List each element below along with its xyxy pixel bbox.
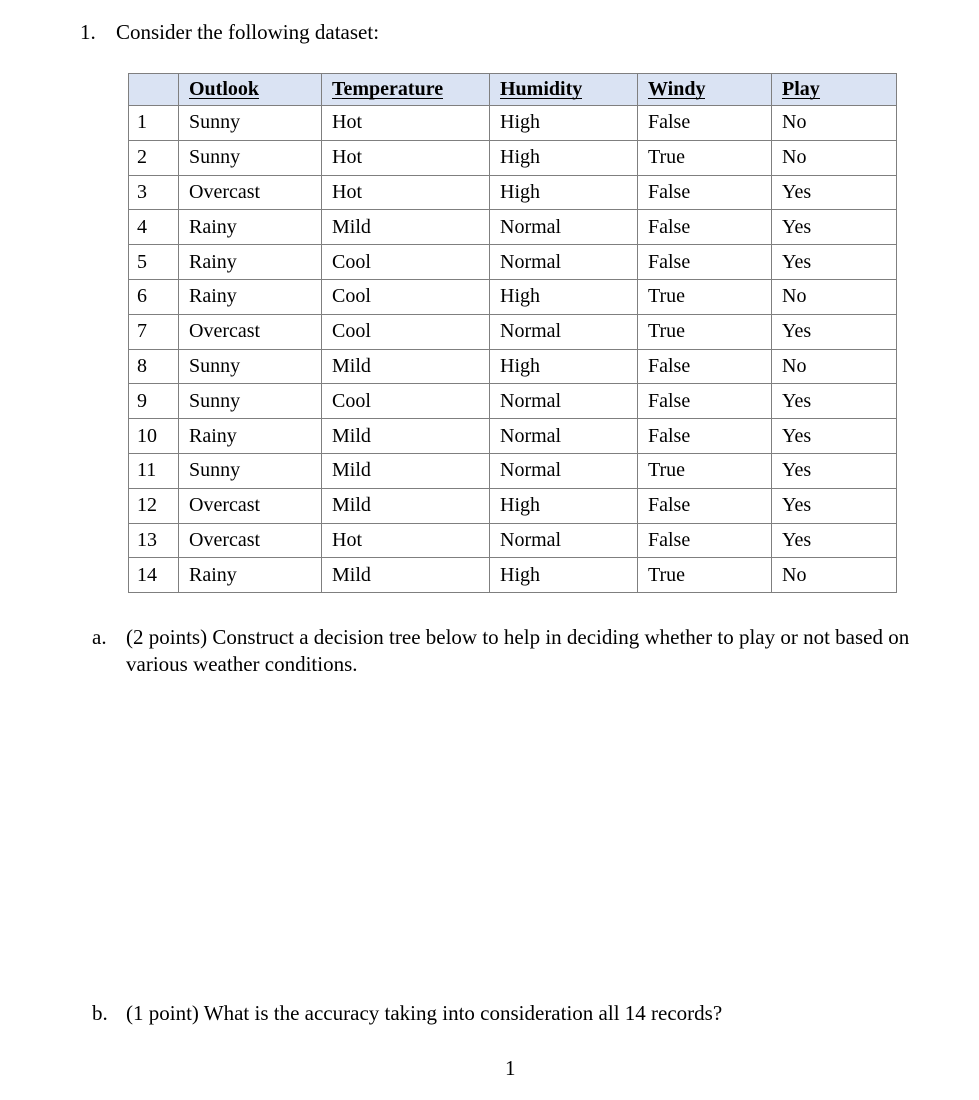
table-cell: Sunny (179, 453, 322, 488)
table-row (129, 384, 897, 419)
table-cell: Yes (772, 523, 897, 558)
row-index: 9 (129, 384, 179, 419)
table-row (129, 140, 897, 175)
table-cell: False (638, 245, 772, 280)
table-cell: Sunny (179, 349, 322, 384)
table-cell: False (638, 419, 772, 454)
row-index: 12 (129, 488, 179, 523)
row-index: 1 (129, 106, 179, 141)
header-index (129, 74, 179, 106)
table-cell: Yes (772, 210, 897, 245)
table-cell: False (638, 523, 772, 558)
table-cell: Cool (322, 279, 490, 314)
row-index: 13 (129, 523, 179, 558)
header-play: Play (772, 74, 897, 106)
table-cell: Mild (322, 488, 490, 523)
table-cell: Rainy (179, 245, 322, 280)
table-cell: Normal (490, 523, 638, 558)
table-cell: True (638, 453, 772, 488)
row-index: 4 (129, 210, 179, 245)
table-row (129, 106, 897, 141)
table-cell: Normal (490, 314, 638, 349)
table-cell: False (638, 175, 772, 210)
table-cell: Cool (322, 245, 490, 280)
table-cell: Hot (322, 140, 490, 175)
table-cell: Yes (772, 488, 897, 523)
dataset-table (128, 73, 897, 593)
table-cell: High (490, 175, 638, 210)
row-index: 11 (129, 453, 179, 488)
row-index: 2 (129, 140, 179, 175)
table-cell: No (772, 558, 897, 593)
table-row (129, 488, 897, 523)
table-row (129, 558, 897, 593)
table-cell: Sunny (179, 140, 322, 175)
question-1-heading (80, 18, 379, 46)
table-cell: Hot (322, 106, 490, 141)
table-cell: False (638, 488, 772, 523)
table-cell: High (490, 349, 638, 384)
table-cell: Hot (322, 523, 490, 558)
table-cell: Hot (322, 175, 490, 210)
table-cell: False (638, 349, 772, 384)
table-header-row (129, 74, 897, 106)
row-index: 8 (129, 349, 179, 384)
table-cell: Normal (490, 210, 638, 245)
table-cell: Overcast (179, 314, 322, 349)
header-temperature: Temperature (322, 74, 490, 106)
table-cell: Overcast (179, 523, 322, 558)
row-index: 5 (129, 245, 179, 280)
header-outlook: Outlook (179, 74, 322, 106)
table-cell: Yes (772, 453, 897, 488)
table-cell: Sunny (179, 384, 322, 419)
sub-question-a-text: (2 points) Construct a decision tree below to help in deciding whether to play or not based on various weather conditions. (126, 625, 910, 676)
table-cell: High (490, 558, 638, 593)
question-number: 1. (80, 20, 96, 44)
table-cell: High (490, 488, 638, 523)
table-cell: No (772, 349, 897, 384)
page-number: 1 (505, 1056, 516, 1080)
sub-question-b-text: (1 point) What is the accuracy taking into consideration all 14 records? (126, 1001, 723, 1025)
table-cell: Normal (490, 245, 638, 280)
header-windy: Windy (638, 74, 772, 106)
table-row (129, 314, 897, 349)
table-cell: Normal (490, 384, 638, 419)
table-row (129, 349, 897, 384)
table-cell: Sunny (179, 106, 322, 141)
row-index: 7 (129, 314, 179, 349)
table-cell: Yes (772, 245, 897, 280)
table-cell: True (638, 314, 772, 349)
table-cell: True (638, 140, 772, 175)
row-index: 3 (129, 175, 179, 210)
table-row (129, 523, 897, 558)
table-cell: Yes (772, 384, 897, 419)
sub-question-a-label: a. (92, 625, 107, 649)
table-cell: High (490, 279, 638, 314)
table-cell: Yes (772, 419, 897, 454)
table-cell: Mild (322, 453, 490, 488)
table-cell: True (638, 558, 772, 593)
table-cell: Normal (490, 419, 638, 454)
row-index: 6 (129, 279, 179, 314)
table-cell: Yes (772, 314, 897, 349)
table-cell: High (490, 140, 638, 175)
row-index: 10 (129, 419, 179, 454)
table-cell: False (638, 210, 772, 245)
table-cell: False (638, 384, 772, 419)
table-row (129, 210, 897, 245)
header-humidity: Humidity (490, 74, 638, 106)
table-cell: Normal (490, 453, 638, 488)
table-cell: High (490, 106, 638, 141)
table-cell: Rainy (179, 279, 322, 314)
table-cell: No (772, 106, 897, 141)
table-cell: Overcast (179, 488, 322, 523)
table-cell: Mild (322, 558, 490, 593)
table-cell: False (638, 106, 772, 141)
table-cell: Rainy (179, 419, 322, 454)
table-cell: Cool (322, 314, 490, 349)
table-cell: True (638, 279, 772, 314)
question-prompt: Consider the following dataset: (116, 20, 380, 44)
table-cell: Mild (322, 419, 490, 454)
table-cell: Yes (772, 175, 897, 210)
table-cell: No (772, 279, 897, 314)
table-cell: Rainy (179, 558, 322, 593)
table-cell: Rainy (179, 210, 322, 245)
table-cell: No (772, 140, 897, 175)
sub-question-b-label: b. (92, 1001, 108, 1025)
table-cell: Mild (322, 210, 490, 245)
table-row (129, 453, 897, 488)
table-cell: Overcast (179, 175, 322, 210)
row-index: 14 (129, 558, 179, 593)
table-cell: Mild (322, 349, 490, 384)
table-row (129, 419, 897, 454)
table-cell: Cool (322, 384, 490, 419)
table-row (129, 175, 897, 210)
table-row (129, 245, 897, 280)
table-row (129, 279, 897, 314)
